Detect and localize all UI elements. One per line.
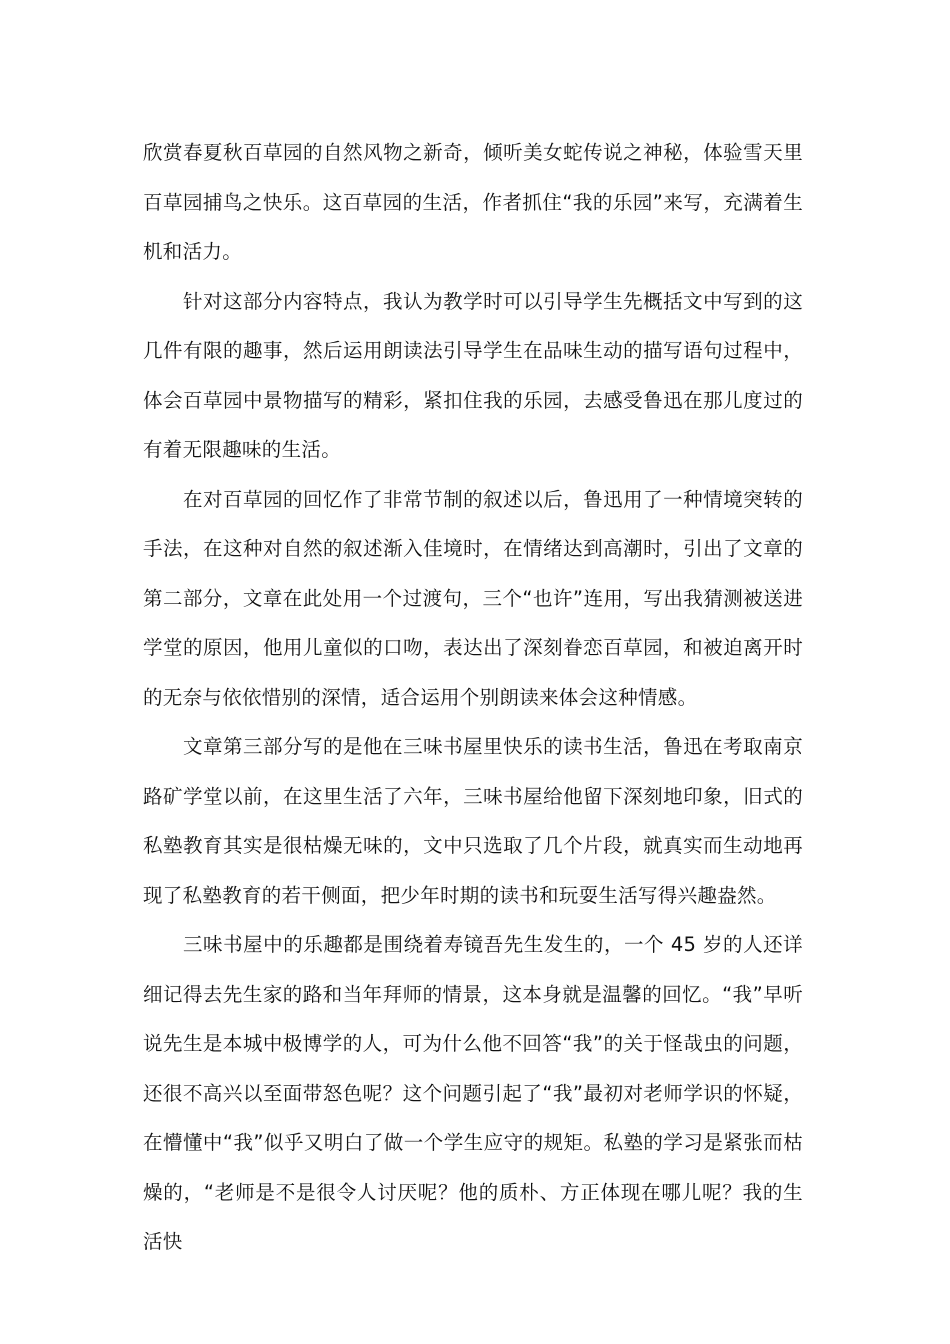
paragraph-1: 欣赏春夏秋百草园的自然风物之新奇，倾听美女蛇传说之神秘，体验雪天里百草园捕鸟之快乐。这百草园的生活，作者抓住“我的乐园”来写，充满着生机和活力。 <box>143 141 803 263</box>
paragraph-2: 针对这部分内容特点，我认为教学时可以引导学生先概括文中写到的这几件有限的趣事，然后运用朗读法引导学生在品味生动的描写语句过程中，体会百草园中景物描写的精彩，紧扣住我的乐园，去感受鲁迅在那儿度过的有着无限趣味的生活。 <box>143 289 803 461</box>
document-body <box>143 128 803 1267</box>
paragraph-5: 三味书屋中的乐趣都是围绕着寿镜吾先生发生的，一个 45 岁的人还详细记得去先生家的路和当年拜师的情景，这本身就是温馨的回忆。“我”早听说先生是本城中极博学的人，可为什么他不回答“我”的关于怪哉虫的问题，还很不高兴以至面带怒色呢？这个问题引起了“我”最初对老师学识的怀疑，在懵懂中“我”似乎又明白了做一个学生应守的规矩。私塾的学习是紧张而枯燥的，“老师是不是很令人讨厌呢？他的质朴、方正体现在哪儿呢？我的生活快 <box>143 933 803 1253</box>
paragraph-4: 文章第三部分写的是他在三味书屋里快乐的读书生活，鲁迅在考取南京路矿学堂以前，在这里生活了六年，三味书屋给他留下深刻地印象，旧式的私塾教育其实是很枯燥无味的，文中只选取了几个片段，就真实而生动地再现了私塾教育的若干侧面，把少年时期的读书和玩耍生活写得兴趣盎然。 <box>143 735 803 907</box>
paragraph-3: 在对百草园的回忆作了非常节制的叙述以后，鲁迅用了一种情境突转的手法，在这种对自然的叙述渐入佳境时，在情绪达到高潮时，引出了文章的第二部分，文章在此处用一个过渡句，三个“也许”连用，写出我猜测被送进学堂的原因，他用儿童似的口吻，表达出了深刻眷恋百草园，和被迫离开时的无奈与依依惜别的深情，适合运用个别朗读来体会这种情感。 <box>143 487 803 709</box>
